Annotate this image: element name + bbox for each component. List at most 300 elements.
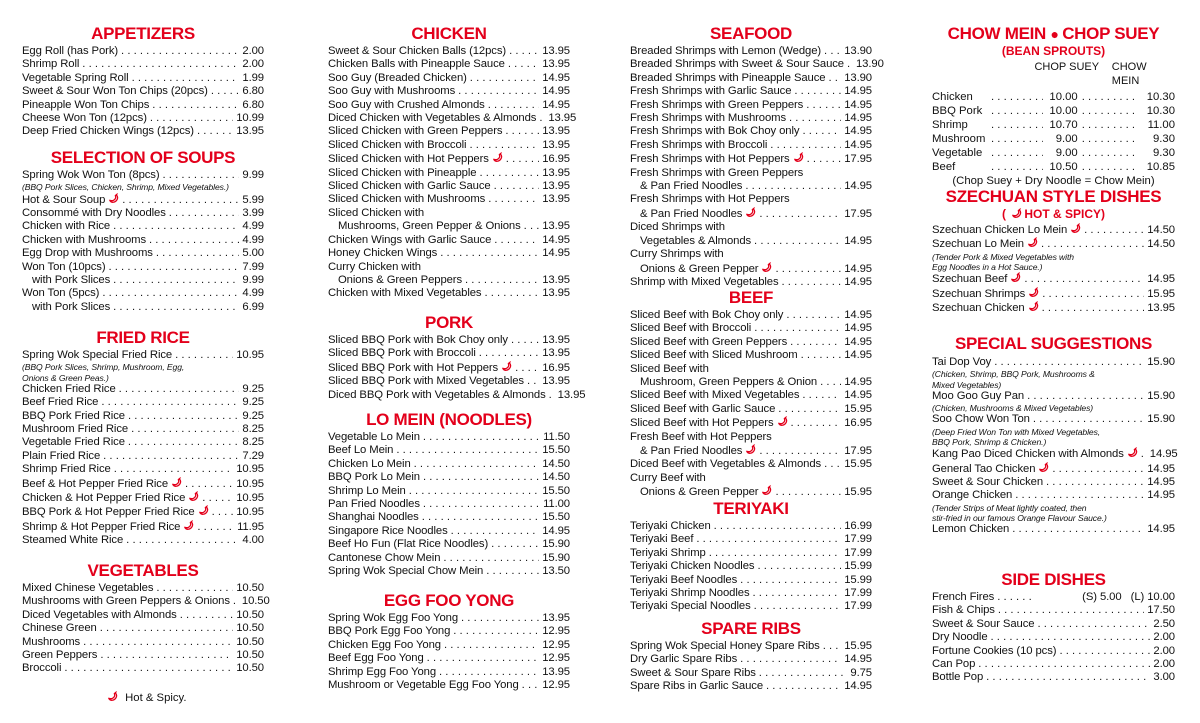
menu-item xyxy=(328,347,570,360)
chow-mein-row xyxy=(932,104,1175,118)
item-price: 14.95 xyxy=(542,247,570,260)
price-chop-suey: 9.00 xyxy=(1055,133,1078,145)
item-price: 9.25 xyxy=(242,396,264,409)
leader-dots xyxy=(479,347,539,360)
spicy-marker xyxy=(1124,447,1138,461)
side-dishes-section xyxy=(932,570,1175,685)
leader-dots xyxy=(126,534,239,547)
item-name: Beef Fried Rice xyxy=(22,396,99,409)
item-name: Fresh Beef with Hot Peppers xyxy=(630,430,772,443)
menu-item xyxy=(328,193,570,206)
leader-dots xyxy=(759,445,841,458)
leader-dots xyxy=(451,525,540,538)
item-name: Won Ton (5pcs) xyxy=(22,287,100,300)
menu-item xyxy=(328,361,570,375)
menu-item xyxy=(932,476,1175,489)
item-name: Szechuan Chicken xyxy=(932,302,1025,315)
section-title: SEAFOOD xyxy=(710,24,792,43)
leader-dots xyxy=(101,396,239,409)
chili-pepper-icon xyxy=(1011,208,1022,219)
menu-item xyxy=(932,301,1175,315)
leader-dots xyxy=(994,356,1144,369)
item-name: Diced Beef with Vegetables & Almonds xyxy=(630,458,822,471)
menu-item xyxy=(328,388,586,402)
leader-dots xyxy=(986,671,1150,684)
item-name: Tai Dop Voy xyxy=(932,356,992,368)
leader-dots xyxy=(479,167,539,180)
chili-pepper-icon xyxy=(183,520,194,531)
menu-item xyxy=(630,587,872,600)
chow-mein-row xyxy=(932,90,1175,104)
item-price: 14.95 xyxy=(844,322,872,335)
leader-dots xyxy=(1024,273,1144,286)
chili-pepper-icon xyxy=(761,262,772,273)
item-price: 17.99 xyxy=(844,546,872,559)
menu-item xyxy=(328,552,570,565)
item-price: 1.99 xyxy=(242,71,264,84)
item-name: Curry Shrimps with xyxy=(630,248,724,261)
menu-item xyxy=(22,649,264,662)
spicy-marker xyxy=(774,416,788,430)
chili-pepper-icon xyxy=(1038,462,1049,473)
item-name: Soo Guy with Mushrooms xyxy=(328,85,456,98)
leader-dots xyxy=(1082,104,1139,118)
spicy-marker xyxy=(790,152,804,166)
item-price: 13.50 xyxy=(542,565,570,578)
item-name: Spring Wok Won Ton (8pcs) xyxy=(22,169,160,181)
item-price: 13.95 xyxy=(542,287,570,300)
menu-item xyxy=(630,431,872,444)
item-price: 14.95 xyxy=(844,309,872,321)
item-name: & Pan Fried Noodles xyxy=(640,207,743,220)
item-name: Spring Wok Special Fried Rice xyxy=(22,349,173,361)
menu-item-french-fries: French Fires . . . (S) 5.00 (L) 10.00 xyxy=(932,591,1175,604)
item-name: Sweet & Sour Spare Ribs xyxy=(630,666,756,679)
leader-dots xyxy=(791,417,842,430)
item-name: Sliced Chicken with Pineapple xyxy=(328,166,477,179)
section-title: SIDE DISHES xyxy=(1001,570,1106,589)
menu-item xyxy=(22,207,264,220)
menu-item xyxy=(630,653,872,666)
vegetables-section xyxy=(22,561,270,676)
spicy-marker xyxy=(1025,287,1039,301)
item-description: (BBQ Pork Slices, Chicken, Shrimp, Mixed Vegetables.) xyxy=(22,182,229,193)
menu-item xyxy=(630,574,872,587)
menu-item xyxy=(22,622,264,635)
price-chow-mein: 10.30 xyxy=(1146,91,1175,103)
item-price: 13.95 xyxy=(542,273,570,286)
section-title: VEGETABLES xyxy=(87,561,199,580)
menu-item xyxy=(932,356,1175,369)
leader-dots xyxy=(1037,618,1150,631)
item-price: 10.50 xyxy=(236,649,264,662)
menu-item xyxy=(328,625,570,638)
item-price: 14.50 xyxy=(542,471,570,484)
item-name: BBQ Pork xyxy=(932,105,983,117)
leader-dots xyxy=(820,376,841,389)
leader-dots xyxy=(440,247,539,260)
leader-dots xyxy=(1033,413,1144,426)
item-name: Teriyaki Chicken xyxy=(630,520,711,532)
item-name: Sliced Beef with Hot Peppers xyxy=(630,417,774,430)
leader-dots xyxy=(211,85,240,98)
item-price: 16.95 xyxy=(542,361,570,374)
item-name: General Tao Chicken xyxy=(932,462,1036,475)
chili-pepper-icon xyxy=(1127,447,1138,458)
menu-item xyxy=(328,471,570,484)
leader-dots xyxy=(1042,302,1145,315)
item-name: Sliced BBQ Pork with Mixed Vegetables xyxy=(328,375,524,388)
item-name: with Pork Slices xyxy=(32,274,111,287)
item-price: 11.50 xyxy=(543,431,570,443)
item-name: BBQ Pork Lo Mein xyxy=(328,471,420,484)
menu-item xyxy=(22,505,264,519)
menu-item xyxy=(22,662,264,675)
item-name: Mushrooms xyxy=(22,635,81,648)
item-name: Sliced Beef with Mixed Vegetables xyxy=(630,389,800,402)
item-name: Shrimp with Mixed Vegetables xyxy=(630,275,779,288)
leader-dots xyxy=(414,458,540,471)
item-name: Sliced Beef with Sliced Mushroom xyxy=(630,349,798,362)
leader-dots xyxy=(802,125,841,138)
leader-dots xyxy=(778,403,841,416)
leader-dots xyxy=(108,261,239,274)
chili-pepper-icon xyxy=(108,193,119,204)
item-name: Sliced Chicken with xyxy=(328,206,425,219)
item-price: 4.99 xyxy=(242,233,264,246)
section-title: CHICKEN xyxy=(411,24,487,43)
spicy-marker xyxy=(1035,462,1049,476)
chili-pepper-icon xyxy=(492,152,503,163)
leader-dots xyxy=(156,247,240,260)
leader-dots xyxy=(100,649,233,662)
leader-dots xyxy=(113,274,239,287)
menu-item xyxy=(328,112,577,125)
section-title: SELECTION OF SOUPS xyxy=(50,148,236,167)
spicy-marker xyxy=(195,505,209,519)
price-chop-suey: 10.00 xyxy=(1049,91,1078,103)
menu-item xyxy=(22,72,264,85)
item-name: Teriyaki Beef xyxy=(630,533,694,546)
menu-item xyxy=(22,463,264,476)
item-price: 10.50 xyxy=(236,608,264,621)
fried-rice-section xyxy=(22,328,264,548)
leader-dots xyxy=(113,220,239,233)
item-name: Diced Chicken with Vegetables & Almonds xyxy=(328,112,537,125)
item-name: Sweet & Sour Chicken Balls (12pcs) xyxy=(328,45,507,57)
item-name: Chicken with Mixed Vegetables xyxy=(328,287,482,300)
menu-item xyxy=(22,450,264,463)
spicy-marker xyxy=(758,485,772,499)
menu-item xyxy=(630,520,872,533)
leader-dots xyxy=(113,301,239,314)
spicy-marker xyxy=(105,193,119,207)
leader-dots xyxy=(132,72,240,85)
leader-dots xyxy=(991,132,1043,146)
menu-item xyxy=(328,261,570,274)
item-price: 9.99 xyxy=(242,169,264,181)
leader-dots xyxy=(1141,448,1147,461)
chili-pepper-icon xyxy=(198,505,209,516)
leader-dots xyxy=(1042,288,1144,301)
chow-mein-row xyxy=(932,118,1175,132)
menu-item xyxy=(328,274,570,287)
menu-item xyxy=(630,193,872,206)
leader-dots xyxy=(163,169,240,182)
menu-item xyxy=(22,477,264,491)
leader-dots xyxy=(1082,90,1139,104)
soups-section xyxy=(22,148,264,314)
leader-dots xyxy=(549,389,555,402)
item-name: Spring Wok Special Honey Spare Ribs xyxy=(630,640,820,652)
item-price: 14.95 xyxy=(844,389,872,402)
item-price: 15.95 xyxy=(844,640,872,652)
leader-dots xyxy=(212,506,234,519)
leader-dots xyxy=(824,458,841,471)
leader-dots xyxy=(823,640,842,653)
menu-item xyxy=(630,248,872,261)
leader-dots xyxy=(197,521,234,534)
leader-dots xyxy=(439,666,539,679)
appetizers-section xyxy=(22,24,264,139)
menu-item xyxy=(932,523,1175,536)
item-price: 4.99 xyxy=(242,220,264,233)
menu-item xyxy=(328,538,570,551)
item-name: Vegetable Lo Mein xyxy=(328,431,420,443)
menu-item xyxy=(22,85,264,98)
item-name: Sliced Beef with Garlic Sauce xyxy=(630,402,776,415)
item-price: 14.95 xyxy=(844,112,872,125)
leader-dots xyxy=(465,274,539,287)
menu-item xyxy=(630,207,872,221)
leader-dots xyxy=(114,463,234,476)
spicy-marker xyxy=(489,152,503,166)
leader-dots xyxy=(806,99,841,112)
menu-item xyxy=(328,444,570,457)
menu-item xyxy=(630,125,872,138)
item-price: 14.95 xyxy=(844,349,872,362)
menu-item xyxy=(22,234,264,247)
leader-dots xyxy=(770,139,841,152)
leader-dots xyxy=(1082,146,1139,160)
item-price: 13.95 xyxy=(542,665,570,678)
item-description: Egg Noodles in a Hot Sauce.) xyxy=(932,262,1043,273)
item-name: Sliced BBQ Pork with Hot Peppers xyxy=(328,361,499,374)
item-name: Beef xyxy=(932,161,956,173)
item-price: 3.99 xyxy=(242,207,264,220)
special-section xyxy=(932,334,1178,537)
item-name: Soo Guy with Crushed Almonds xyxy=(328,98,485,111)
spicy-marker xyxy=(180,520,194,534)
item-price: 14.95 xyxy=(844,125,872,138)
menu-item xyxy=(22,436,264,449)
item-name: Broccoli xyxy=(22,662,62,675)
leader-dots xyxy=(754,322,841,335)
menu-item xyxy=(630,45,872,58)
item-price: 13.95 xyxy=(542,612,570,624)
item-price: 16.95 xyxy=(844,417,872,430)
menu-item xyxy=(22,247,264,260)
item-price: 10.50 xyxy=(236,582,264,594)
leader-dots xyxy=(488,99,540,112)
menu-item xyxy=(630,152,872,166)
item-name: Curry Chicken with xyxy=(328,260,421,273)
item-name: Sliced Beef with xyxy=(630,362,709,375)
chili-pepper-icon xyxy=(1027,237,1038,248)
section-title xyxy=(932,24,1175,44)
item-name: Deep Fried Chicken Wings (12pcs) xyxy=(22,125,194,138)
menu-item xyxy=(932,489,1175,502)
leader-dots xyxy=(802,389,841,402)
item-name: Chicken Lo Mein xyxy=(328,457,411,470)
item-price: 14.50 xyxy=(1147,238,1175,251)
item-price: 14.95 xyxy=(1147,476,1175,489)
menu-item xyxy=(22,261,264,274)
item-price: 2.00 xyxy=(242,58,264,71)
item-name: Consommé with Dry Noodles xyxy=(22,207,166,220)
leader-dots xyxy=(754,235,841,248)
leader-dots xyxy=(1084,224,1144,237)
menu-item xyxy=(328,485,570,498)
leader-dots xyxy=(150,112,233,125)
item-price: 2.00 xyxy=(1153,658,1175,671)
leader-dots xyxy=(169,207,240,220)
leader-dots xyxy=(152,99,239,112)
item-price: 14.95 xyxy=(844,680,872,693)
menu-item xyxy=(932,390,1175,403)
menu-item xyxy=(22,383,264,396)
leader-dots xyxy=(790,336,841,349)
leader-dots xyxy=(486,565,539,578)
egg-foo-yong-section xyxy=(328,591,570,692)
item-price: 5.99 xyxy=(242,193,264,206)
item-name: Mushroom xyxy=(932,133,986,145)
leader-dots xyxy=(527,375,539,388)
chili-pepper-icon xyxy=(777,416,788,427)
menu-item xyxy=(932,604,1175,617)
item-name: Shrimp Fried Rice xyxy=(22,463,111,476)
leader-dots xyxy=(122,194,239,207)
leader-dots xyxy=(824,45,841,58)
item-name: Sweet & Sour Chicken xyxy=(932,476,1044,489)
menu-item xyxy=(22,220,264,233)
pork-section xyxy=(328,313,586,402)
lo-mein-section xyxy=(328,410,570,578)
section-subtitle: ( HOT & SPICY) xyxy=(1001,207,1106,221)
col-chow-mein: CHOW MEIN xyxy=(1111,61,1147,87)
item-price: 14.50 xyxy=(542,457,570,470)
leader-dots xyxy=(488,193,539,206)
leader-dots xyxy=(753,587,842,600)
leader-dots xyxy=(745,180,841,193)
item-price: 10.50 xyxy=(236,635,264,648)
item-name: Mushroom Fried Rice xyxy=(22,423,129,436)
leader-dots xyxy=(508,58,539,71)
item-name: Chicken Egg Foo Yong xyxy=(328,638,441,651)
item-price: 10.50 xyxy=(241,595,270,608)
chow-mein-row xyxy=(932,160,1175,174)
legend-text: Hot & Spicy. xyxy=(125,692,187,704)
leader-dots xyxy=(794,85,841,98)
item-price: 13.95 xyxy=(542,166,570,179)
menu-item xyxy=(328,666,570,679)
item-price: 13.95 xyxy=(542,180,570,193)
item-name: Curry Beef with xyxy=(630,471,706,484)
chili-pepper-icon xyxy=(107,691,118,702)
leader-dots xyxy=(1046,476,1144,489)
szechuan-section xyxy=(932,187,1175,315)
item-price: 14.95 xyxy=(844,98,872,111)
item-name: Beef Ho Fun (Flat Rice Noodles) xyxy=(328,538,489,551)
spicy-marker xyxy=(742,444,756,458)
menu-item xyxy=(328,525,570,538)
menu-item xyxy=(932,671,1175,684)
spicy-marker xyxy=(1024,237,1038,251)
item-name: & Pan Fried Noodles xyxy=(640,445,743,458)
leader-dots xyxy=(991,146,1043,160)
item-name: Onions & Green Pepper xyxy=(640,486,759,499)
chili-pepper-icon xyxy=(761,485,772,496)
item-price: 3.00 xyxy=(1153,671,1175,684)
leader-dots xyxy=(754,600,842,613)
leader-dots xyxy=(1082,160,1139,174)
menu-item xyxy=(22,301,264,314)
chili-pepper-icon xyxy=(501,361,512,372)
item-name: Beef & Hot Pepper Fried Rice xyxy=(22,477,169,490)
leader-dots xyxy=(494,180,540,193)
menu-item xyxy=(22,582,264,595)
item-name: Cheese Won Ton (12pcs) xyxy=(22,112,147,125)
item-price: 14.95 xyxy=(1147,462,1175,475)
leader-dots xyxy=(128,410,239,423)
menu-item xyxy=(22,58,264,71)
item-name: Chicken with Rice xyxy=(22,220,111,233)
item-name: Singapore Rice Noodles xyxy=(328,524,448,537)
menu-item xyxy=(630,560,872,573)
spicy-marker xyxy=(185,491,199,505)
item-name: Bottle Pop xyxy=(932,671,984,684)
item-name: Chicken Balls with Pineapple Sauce xyxy=(328,58,505,71)
item-name: BBQ Pork Egg Foo Yong xyxy=(328,625,451,638)
item-price: 13.95 xyxy=(542,193,570,206)
item-price: 13.95 xyxy=(542,220,570,233)
item-name: Sliced Beef with Broccoli xyxy=(630,322,752,335)
leader-dots xyxy=(828,72,841,85)
title-chow-mein: CHOW MEIN xyxy=(947,24,1047,43)
leader-dots xyxy=(453,625,539,638)
item-price: 13.90 xyxy=(844,45,872,57)
menu-item xyxy=(630,221,872,234)
menu-item xyxy=(630,416,872,430)
price-chow-mein: 9.30 xyxy=(1153,133,1175,145)
menu-item xyxy=(630,139,872,152)
menu-item xyxy=(630,322,872,335)
item-price: 13.90 xyxy=(856,58,884,71)
menu-item xyxy=(328,180,570,193)
leader-dots xyxy=(103,450,239,463)
item-description: (Tender Strips of Meat lightly coated, then xyxy=(932,502,1087,513)
item-price: 12.95 xyxy=(542,638,570,651)
item-price: 17.99 xyxy=(844,533,872,546)
leader-dots xyxy=(509,45,539,58)
item-name: Chicken Fried Rice xyxy=(22,382,116,395)
item-name: Fresh Shrimps with Mushrooms xyxy=(630,112,787,125)
item-name: Beef Lo Mein xyxy=(328,444,394,457)
item-name: Sweet & Sour Won Ton Chips (20pcs) xyxy=(22,85,208,98)
item-name: Sliced BBQ Pork with Bok Choy only xyxy=(328,334,508,346)
menu-item xyxy=(328,375,570,388)
item-name: Kang Pao Diced Chicken with Almonds xyxy=(932,448,1124,461)
